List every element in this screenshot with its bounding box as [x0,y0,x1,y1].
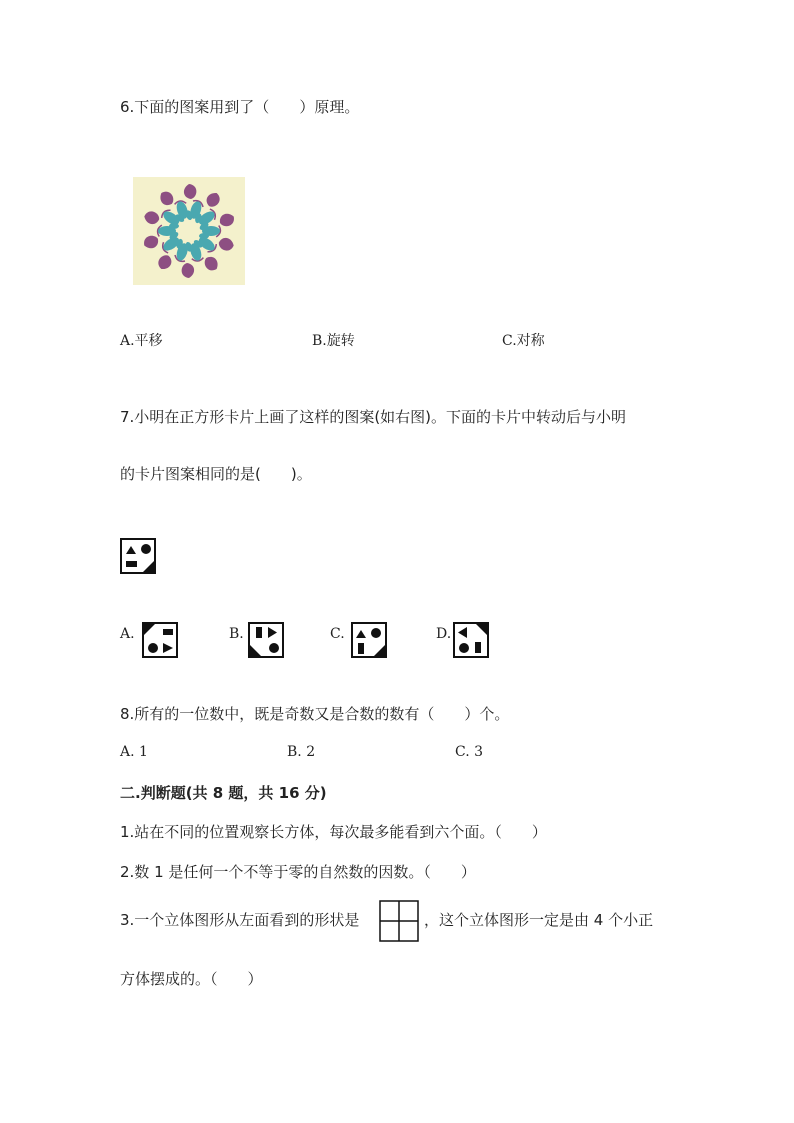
q7-option-d-label[interactable]: D. [436,626,452,642]
q7-stem-line2: 的卡片图案相同的是( )。 [120,465,312,483]
q7-option-a-label[interactable]: A. [120,626,135,642]
q6-stem: 6.下面的图案用到了（ ）原理。 [120,98,360,116]
q7-option-a-card[interactable] [142,622,178,658]
q8-option-c[interactable]: C. 3 [455,744,484,760]
q6-option-c[interactable]: C.对称 [502,333,545,349]
q6-option-a[interactable]: A.平移 [120,333,163,349]
section2-title: 二.判断题(共 8 题，共 16 分) [120,784,327,802]
xiaoming-card [120,538,156,574]
q7-stem-line1: 7.小明在正方形卡片上画了这样的图案(如右图)。下面的卡片中转动后与小明 [120,408,627,426]
q8-stem: 8.所有的一位数中，既是奇数又是合数的数有（ ）个。 [120,705,510,723]
left-view-grid-figure [379,900,419,942]
q7-option-b-label[interactable]: B. [229,626,244,642]
judge-item-1: 1.站在不同的位置观察长方体，每次最多能看到六个面。（ ） [120,823,547,841]
judge-item-3-after: ，这个立体图形一定是由 4 个小正 [424,911,654,929]
q7-option-b-card[interactable] [248,622,284,658]
q8-option-b[interactable]: B. 2 [287,744,316,760]
judge-item-2: 2.数 1 是任何一个不等于零的自然数的因数。（ ） [120,863,476,881]
q7-option-d-card[interactable] [453,622,489,658]
rotation-pattern-image [133,177,245,285]
q7-option-c-card[interactable] [351,622,387,658]
judge-item-3-line2: 方体摆成的。（ ） [120,970,263,988]
q8-option-a[interactable]: A. 1 [120,744,148,760]
q7-option-c-label[interactable]: C. [330,626,345,642]
judge-item-3-before: 3.一个立体图形从左面看到的形状是 [120,911,360,929]
q6-option-b[interactable]: B.旋转 [312,333,355,349]
